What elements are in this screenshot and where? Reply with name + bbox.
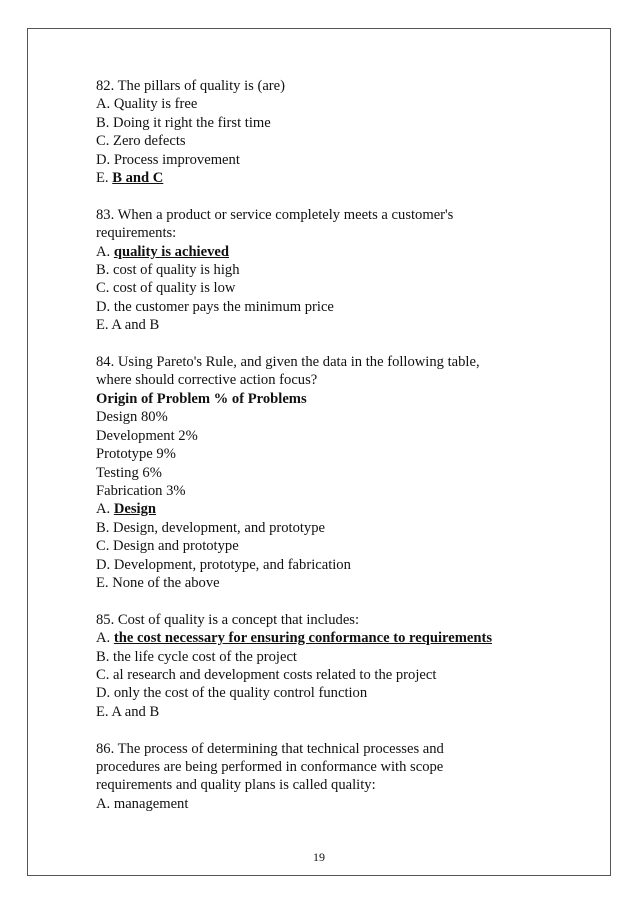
- question-86: [96, 740, 566, 814]
- option-d: D. Process improvement: [96, 151, 240, 168]
- table-row: Testing 6%: [96, 464, 162, 481]
- question-text: 85. Cost of quality is a concept that includes:: [96, 611, 360, 628]
- option-e: E. None of the above: [96, 574, 220, 591]
- option-prefix: A.: [96, 243, 114, 260]
- table-row: Design 80%: [96, 409, 168, 426]
- question-82: [96, 77, 566, 187]
- option-prefix: A.: [96, 501, 114, 518]
- option-prefix: E.: [96, 170, 113, 187]
- correct-answer: Design: [113, 501, 157, 518]
- option-b: B. Design, development, and prototype: [96, 519, 325, 536]
- option-prefix: A.: [96, 630, 114, 647]
- option-b: B. Doing it right the first time: [96, 114, 271, 131]
- table-row: Development 2%: [96, 427, 198, 444]
- option-c: C. Zero defects: [96, 133, 186, 150]
- option-e: E. A and B: [96, 317, 160, 334]
- question-84: [96, 353, 566, 592]
- option-a: [96, 500, 566, 518]
- question-text: 86. The process of determining that technical processes and: [96, 740, 444, 757]
- option-a: A. Quality is free: [96, 96, 198, 113]
- table-row: Prototype 9%: [96, 446, 176, 463]
- option-c: C. cost of quality is low: [96, 280, 236, 297]
- question-text: procedures are being performed in conformance with scope: [96, 758, 444, 775]
- spacer: [96, 187, 566, 205]
- table-header: Origin of Problem % of Problems: [96, 390, 307, 407]
- table-row: Fabrication 3%: [96, 482, 186, 499]
- question-text: where should corrective action focus?: [96, 372, 318, 389]
- option-c: C. Design and prototype: [96, 538, 239, 555]
- question-83: [96, 206, 566, 335]
- question-85: [96, 611, 566, 721]
- correct-answer: B and C: [112, 170, 164, 187]
- question-text: 82. The pillars of quality is (are): [96, 78, 285, 94]
- option-e: E. A and B: [96, 703, 160, 720]
- option-c: C. al research and development costs related to the project: [96, 666, 437, 683]
- option-d: D. the customer pays the minimum price: [96, 298, 334, 315]
- page-number: 19: [313, 850, 325, 864]
- question-text: requirements and quality plans is called quality:: [96, 777, 376, 794]
- option-a: [96, 629, 566, 647]
- spacer: [96, 592, 566, 610]
- option-b: B. the life cycle cost of the project: [96, 648, 297, 665]
- correct-answer: quality is achieved: [113, 243, 229, 260]
- question-text: 83. When a product or service completely meets a customer's: [96, 206, 454, 223]
- correct-answer: the cost necessary for ensuring conformance to requirements: [113, 630, 492, 647]
- document-body: [96, 77, 566, 813]
- spacer: [96, 721, 566, 739]
- option-a: [96, 243, 566, 261]
- option-a: A. management: [96, 795, 189, 812]
- question-text: 84. Using Pareto's Rule, and given the data in the following table,: [96, 354, 480, 371]
- option-e: [96, 169, 566, 187]
- question-text: requirements:: [96, 225, 177, 242]
- option-b: B. cost of quality is high: [96, 262, 240, 279]
- spacer: [96, 335, 566, 353]
- option-d: D. only the cost of the quality control function: [96, 685, 368, 702]
- option-d: D. Development, prototype, and fabrication: [96, 556, 351, 573]
